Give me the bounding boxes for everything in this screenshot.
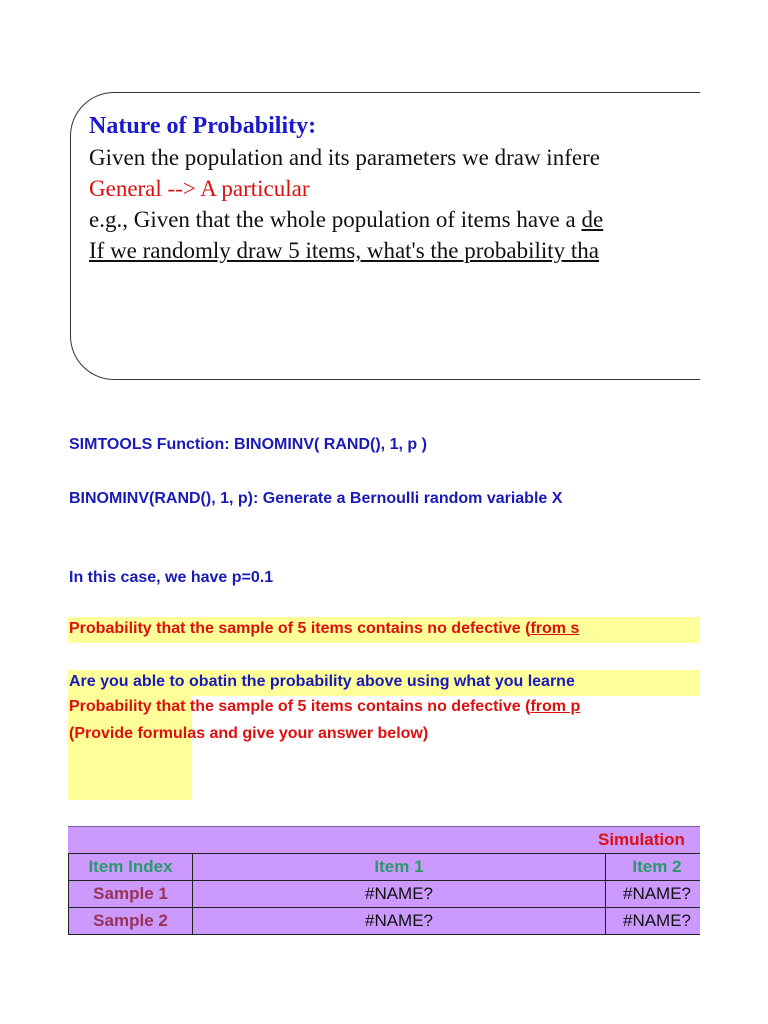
callout-title: Nature of Probability: xyxy=(89,113,317,139)
probability-callout-box xyxy=(70,92,700,380)
simtools-function-text: SIMTOOLS Function: BINOMINV( RAND(), 1, p ) xyxy=(69,436,427,453)
question-text: Are you able to obatin the probability above using what you learne xyxy=(69,673,575,690)
probability-theory-text xyxy=(69,698,580,716)
table-row xyxy=(68,880,700,907)
provide-formulas-text: (Provide formulas and give your answer below) xyxy=(69,725,429,742)
callout-line-4 xyxy=(89,235,700,266)
cell-sample-1-item-1[interactable]: #NAME? xyxy=(192,881,605,907)
cell-sample-2-item-1[interactable]: #NAME? xyxy=(192,908,605,934)
callout-line-4-text: If we randomly draw 5 items, what's the probability tha xyxy=(89,238,600,263)
probability-simulation-text xyxy=(69,620,579,638)
simulation-title: Simulation xyxy=(598,830,685,849)
from-theory-link[interactable]: from p xyxy=(530,698,581,715)
case-text: In this case, we have p=0.1 xyxy=(69,569,274,586)
row-label-sample-2[interactable]: Sample 2 xyxy=(68,908,192,934)
callout-line-2: General --> A particular xyxy=(89,176,310,201)
table-header-row xyxy=(68,853,700,880)
callout-line-3-prefix: e.g., Given that the whole population of items have a xyxy=(89,207,582,232)
callout-line-3 xyxy=(89,204,700,235)
header-item-index[interactable]: Item Index xyxy=(68,854,192,880)
from-simulation-link[interactable]: from s xyxy=(530,620,580,637)
binominv-description: BINOMINV(RAND(), 1, p): Generate a Bernoulli random variable X xyxy=(69,490,563,507)
table-row xyxy=(68,907,700,935)
header-item-1[interactable]: Item 1 xyxy=(192,854,605,880)
cell-sample-2-item-2[interactable]: #NAME? xyxy=(605,908,700,934)
simulation-header-row xyxy=(68,826,700,853)
probability-simulation-label: Probability that the sample of 5 items contains no defective ( xyxy=(69,620,531,637)
header-item-2[interactable]: Item 2 xyxy=(605,854,700,880)
callout-line-3-underlined: de xyxy=(581,207,604,232)
callout-line-1: Given the population and its parameters we draw infere xyxy=(89,145,600,170)
probability-theory-label: Probability that the sample of 5 items contains no defective ( xyxy=(69,698,531,715)
simulation-table xyxy=(68,826,700,935)
row-label-sample-1[interactable]: Sample 1 xyxy=(68,881,192,907)
cell-sample-1-item-2[interactable]: #NAME? xyxy=(605,881,700,907)
